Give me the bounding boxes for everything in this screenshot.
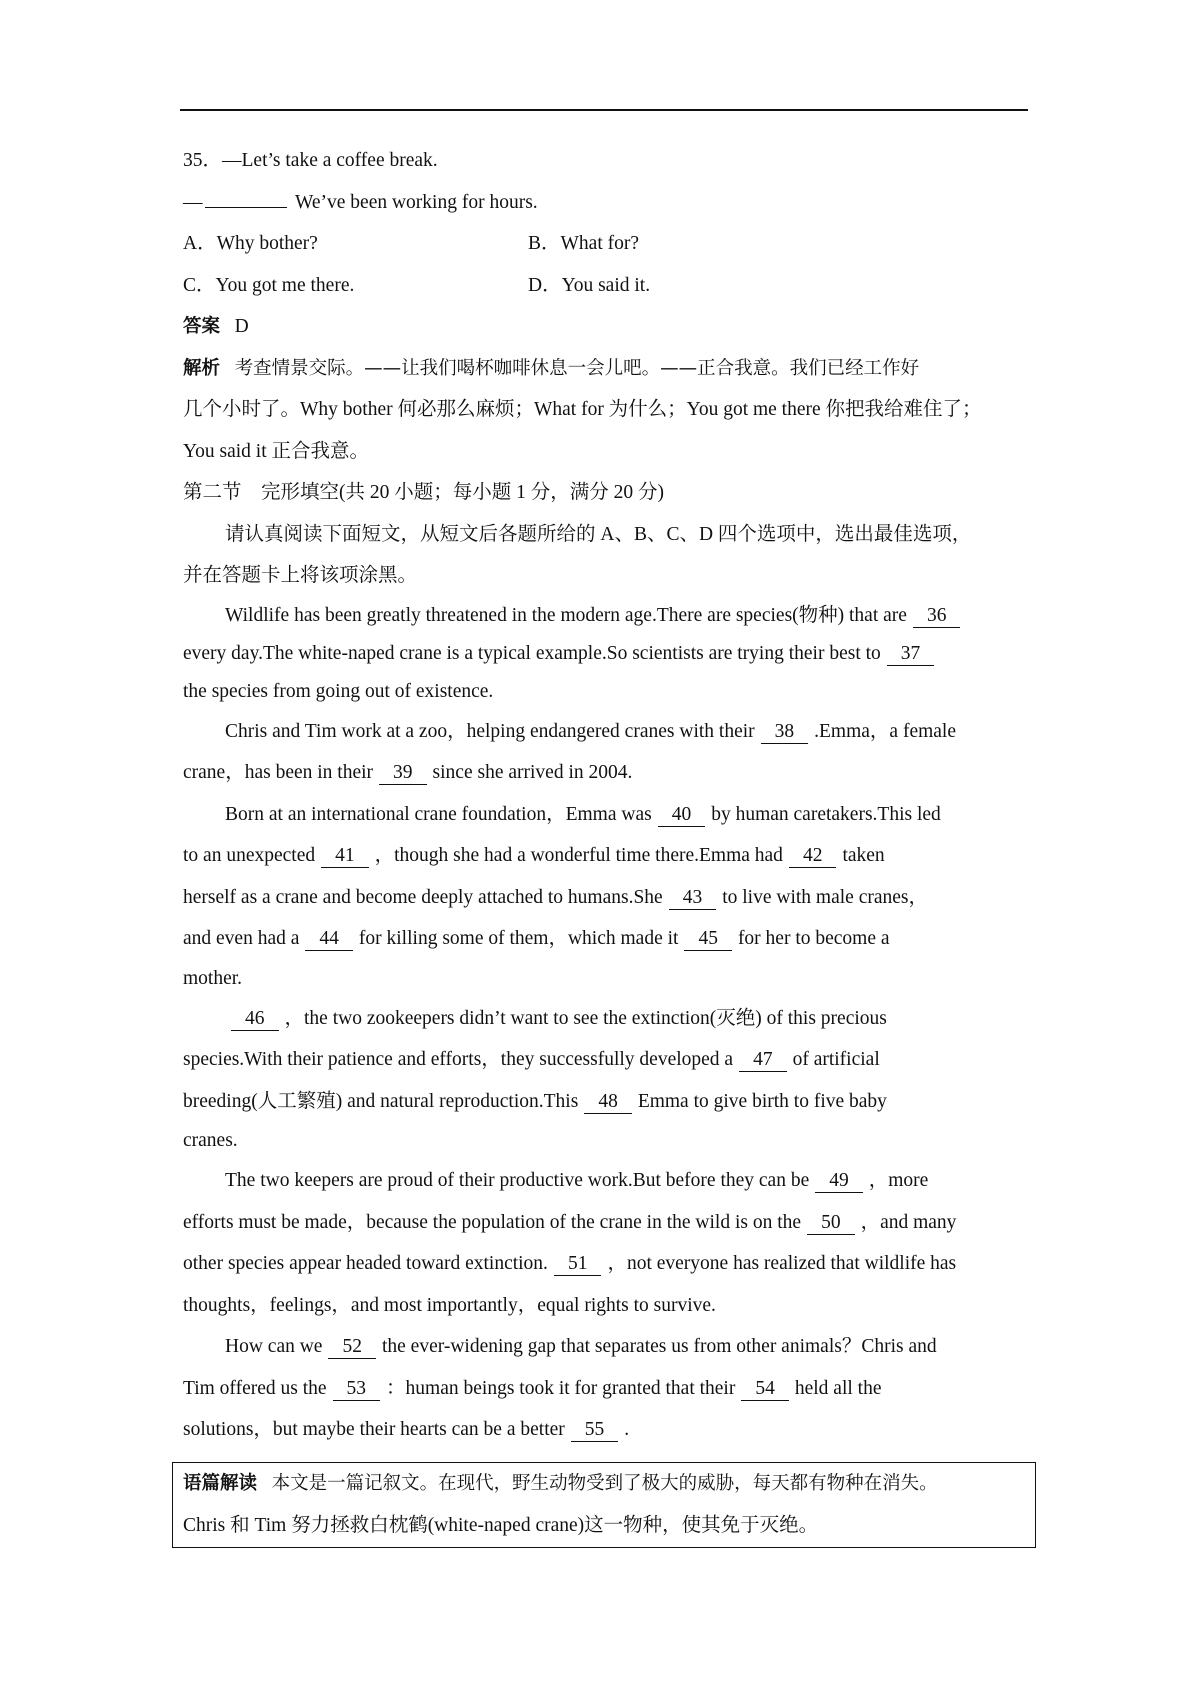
answer-line xyxy=(183,306,1025,348)
passage-p2-line1 xyxy=(183,711,1025,753)
text: ：human beings took it for granted that their xyxy=(386,1377,736,1399)
section-title: 第二节 完形填空(共 20 小题；每小题 1 分，满分 20 分) xyxy=(183,482,664,503)
passage-p4-line1 xyxy=(183,998,1025,1040)
passage-p6-line1 xyxy=(183,1326,1025,1368)
text: ，more xyxy=(868,1170,929,1191)
options-row-1 xyxy=(183,223,1025,265)
passage-p6-line3 xyxy=(183,1409,1025,1451)
text: Chris and Tim work at a zoo，helping endangered cranes with their xyxy=(225,720,755,742)
text: species.With their patience and efforts，they successfully developed a xyxy=(183,1049,734,1070)
question-35-stem: 35．—Let’s take a coffee break. xyxy=(183,150,438,171)
question-35-line2-text: We’ve been working for hours. xyxy=(290,191,538,213)
option-b: B．What for? xyxy=(528,233,640,254)
text: ，though she had a wonderful time there.Emma had xyxy=(374,845,783,866)
text: since she arrived in 2004. xyxy=(432,762,633,783)
text: ，not everyone has realized that wildlife has xyxy=(607,1253,957,1274)
text: to live with male cranes， xyxy=(722,886,928,908)
text: Wildlife has been greatly threatened in the modern age.There are species(物种) that are xyxy=(225,604,907,626)
text: to an unexpected xyxy=(183,845,316,866)
passage-p1-line2 xyxy=(183,635,1025,673)
blank-54: 54 xyxy=(741,1378,789,1401)
blank-43: 43 xyxy=(669,887,717,910)
blank-55: 55 xyxy=(571,1419,619,1442)
passage-p4-line4: cranes. xyxy=(183,1130,238,1151)
text: solutions，but maybe their hearts can be a better xyxy=(183,1419,565,1440)
passage-p3-line5: mother. xyxy=(183,967,243,989)
text: .Emma，a female xyxy=(814,720,956,742)
blank-41: 41 xyxy=(321,845,369,868)
text: Tim offered us the xyxy=(183,1377,327,1399)
summary-line-1 xyxy=(183,1463,1023,1505)
passage-p1-line3: the species from going out of existence. xyxy=(183,680,494,702)
answer-blank xyxy=(205,187,287,208)
text: every day.The white-naped crane is a typical example.So scientists are trying their best to xyxy=(183,642,881,664)
passage-p3-line4 xyxy=(183,918,1025,960)
text: herself as a crane and become deeply attached to humans.She xyxy=(183,886,663,908)
blank-45: 45 xyxy=(684,928,732,951)
text: held all the xyxy=(794,1377,882,1399)
analysis-text-1: 考查情景交际。——让我们喝杯咖啡休息一会儿吧。——正合我意。我们已经工作好 xyxy=(234,357,920,379)
summary-text-1: 本文是一篇记叙文。在现代，野生动物受到了极大的威胁，每天都有物种在消失。 xyxy=(271,1473,938,1494)
text: breeding(人工繁殖) and natural reproduction.This xyxy=(183,1090,579,1112)
text: ，and many xyxy=(860,1211,957,1233)
option-a: A．Why bother? xyxy=(183,233,318,254)
passage-p2-line2 xyxy=(183,752,1025,794)
passage-p5-line3 xyxy=(183,1243,1025,1285)
blank-42: 42 xyxy=(789,845,837,868)
text: The two keepers are proud of their productive work.But before they can be xyxy=(225,1170,810,1191)
blank-53: 53 xyxy=(333,1378,381,1401)
blank-37: 37 xyxy=(887,643,935,666)
answer-label: 答案 xyxy=(183,316,221,337)
passage-p1-line1 xyxy=(183,597,1025,635)
summary-line-2: Chris 和 Tim 努力拯救白枕鹤(white-naped crane)这一物种，使其免于灭绝。 xyxy=(183,1515,819,1536)
blank-49: 49 xyxy=(815,1170,863,1193)
blank-46: 46 xyxy=(231,1008,279,1031)
blank-38: 38 xyxy=(761,721,809,744)
summary-box xyxy=(172,1462,1036,1548)
blank-40: 40 xyxy=(658,804,706,827)
text: . xyxy=(624,1419,630,1440)
analysis-line-3: You said it 正合我意。 xyxy=(183,440,370,462)
text: the ever-widening gap that separates us from other animals？Chris and xyxy=(381,1336,937,1357)
section-instruction-1: 请认真阅读下面短文，从短文后各题所给的 A、B、C、D 四个选项中，选出最佳选项， xyxy=(225,523,972,545)
blank-50: 50 xyxy=(807,1212,855,1235)
passage-p5-line1 xyxy=(183,1160,1025,1202)
blank-48: 48 xyxy=(584,1091,632,1114)
answer-value: D xyxy=(234,316,249,337)
text: Emma to give birth to five baby xyxy=(637,1090,887,1112)
passage-p5-line2 xyxy=(183,1202,1025,1244)
summary-content xyxy=(183,1463,1023,1547)
passage-p4-line2 xyxy=(183,1039,1025,1081)
text: of artificial xyxy=(792,1049,880,1070)
passage-p6-line2 xyxy=(183,1368,1025,1410)
text: crane，has been in their xyxy=(183,762,374,783)
text: by human caretakers.This led xyxy=(711,803,941,825)
header-rule xyxy=(180,109,1028,111)
document-body xyxy=(183,140,1025,1451)
passage-p3-line2 xyxy=(183,835,1025,877)
analysis-label: 解析 xyxy=(183,357,221,379)
dash: — xyxy=(183,191,203,213)
text: Born at an international crane foundation，Emma was xyxy=(225,803,652,825)
blank-39: 39 xyxy=(379,762,427,785)
passage-p3-line1 xyxy=(183,794,1025,836)
text: for her to become a xyxy=(737,928,890,949)
text: How can we xyxy=(225,1336,323,1357)
option-c: C．You got me there. xyxy=(183,274,355,296)
passage-p3-line3 xyxy=(183,877,1025,919)
text: efforts must be made，because the population of the crane in the wild is on the xyxy=(183,1211,802,1233)
text: taken xyxy=(842,845,885,866)
blank-36: 36 xyxy=(913,605,961,628)
blank-44: 44 xyxy=(305,928,353,951)
blank-47: 47 xyxy=(739,1049,787,1072)
options-row-2 xyxy=(183,265,1025,307)
text: other species appear headed toward extinction. xyxy=(183,1253,548,1274)
section-instruction-2: 并在答题卡上将该项涂黑。 xyxy=(183,565,418,586)
summary-label: 语篇解读 xyxy=(183,1473,258,1494)
blank-51: 51 xyxy=(554,1253,602,1276)
passage-p5-line4: thoughts，feelings，and most importantly，equal rights to survive. xyxy=(183,1294,716,1316)
text: for killing some of them，which made it xyxy=(358,928,679,949)
question-35-line2 xyxy=(183,182,1025,224)
analysis-line-2: 几个小时了。Why bother 何必那么麻烦；What for 为什么；You got me there 你把我给难住了； xyxy=(183,399,982,420)
blank-52: 52 xyxy=(328,1336,376,1359)
analysis-line-1 xyxy=(183,348,1025,390)
passage-p4-line3 xyxy=(183,1081,1025,1123)
option-d: D．You said it. xyxy=(528,274,651,296)
text: ，the two zookeepers didn’t want to see the extinction(灭绝) of this precious xyxy=(284,1007,887,1029)
text: and even had a xyxy=(183,928,300,949)
